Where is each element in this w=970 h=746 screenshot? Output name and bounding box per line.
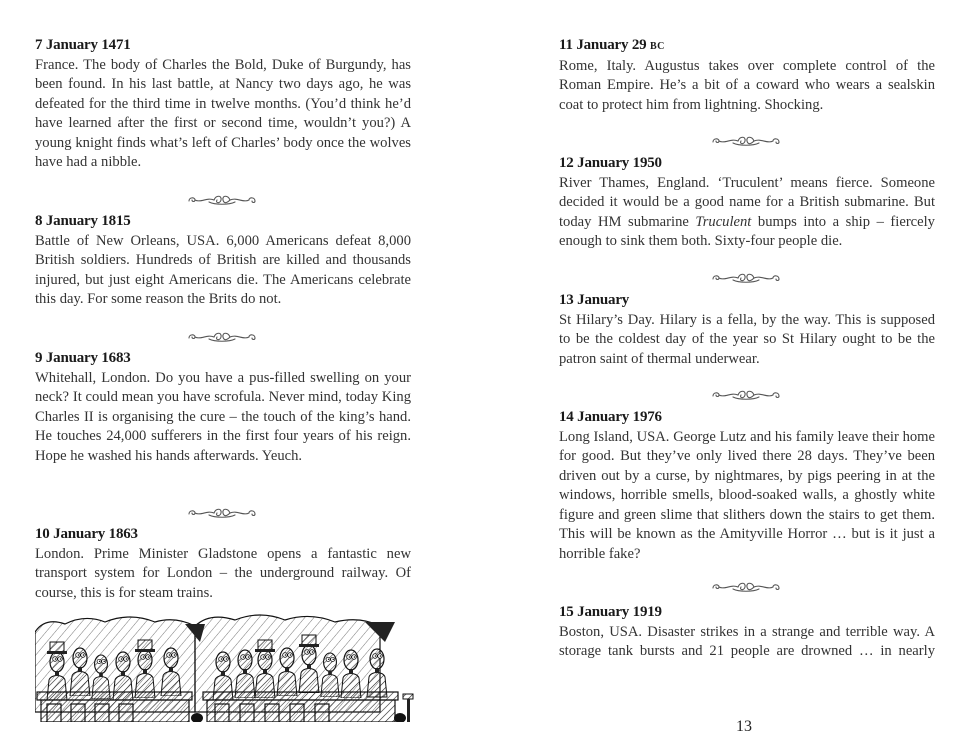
entry-13-january xyxy=(559,291,935,369)
entry-date: 12 January 1950 xyxy=(559,155,662,171)
entry-text: Long Island, USA. George Lutz and his family leave their home for good. But they’ve only lived there 28 days. They’ve been driven out by a curse, by nightmares, by pigs peering in at the windows, horrible smells, blood-soaked walls, a ghostly white figure and green slime that slithers down the stairs to get them. This will be known as the Amityville Horror … but is it just a horrible fake? xyxy=(559,428,935,562)
entry-date: 15 January 1919 xyxy=(559,604,662,620)
entry-text-part: bumps into a ship – fiercely enough to sink them both. Sixty-four people die. xyxy=(559,213,935,249)
entry-text: Rome, Italy. Augustus takes over complete control of the Roman Empire. He’s a bit of a coward who wears a sealskin coat to protect him from lightning. Shocking. xyxy=(559,57,935,113)
entry-date: 9 January 1683 xyxy=(35,350,131,366)
entry-7-january xyxy=(35,36,411,173)
left-page xyxy=(35,0,411,746)
entry-text xyxy=(559,174,935,252)
right-page xyxy=(559,0,935,746)
entry-date: 8 January 1815 xyxy=(35,213,131,229)
entry-date-era: BC xyxy=(649,41,665,52)
scroll-ornament-icon xyxy=(711,271,781,285)
submarine-name: Truculent xyxy=(695,213,752,230)
entry-12-january xyxy=(559,154,935,252)
entry-date: 14 January 1976 xyxy=(559,409,662,425)
entry-text: Boston, USA. Disaster strikes in a strange and terrible way. A storage tank bursts and 21 people are drowned … in nearly xyxy=(559,623,935,659)
entry-15-january xyxy=(559,603,935,662)
scroll-ornament-icon xyxy=(711,580,781,594)
entry-date xyxy=(559,36,935,57)
scroll-ornament-icon xyxy=(187,506,257,520)
entry-date: 13 January xyxy=(559,292,630,308)
page-number: 13 xyxy=(736,718,752,735)
entry-text: St Hilary’s Day. Hilary is a fella, by the way. This is supposed to be the coldest day of the year so St Hilary ought to be the patron saint of thermal underwear. xyxy=(559,311,935,367)
scroll-ornament-icon xyxy=(711,134,781,148)
scroll-ornament-icon xyxy=(711,388,781,402)
underground-railway-passengers-illustration xyxy=(35,612,415,722)
entry-text: London. Prime Minister Gladstone opens a fantastic new transport system for London – the underground railway. Of course, this is for steam trains. xyxy=(35,545,411,601)
entry-date: 10 January 1863 xyxy=(35,526,138,542)
scroll-ornament-icon xyxy=(187,193,257,207)
entry-text: Whitehall, London. Do you have a pus-filled swelling on your neck? It could mean you have scrofula. Never mind, today King Charles II is organising the cure – the touch of the king’s hand. He touches 24,000 sufferers in the first four years of his reign. Hope he washed his hands afterwards. Yeuch. xyxy=(35,369,411,464)
entry-date-text: 11 January 29 xyxy=(559,37,647,53)
entry-10-january xyxy=(35,525,411,603)
entry-date: 7 January 1471 xyxy=(35,37,131,53)
entry-text: France. The body of Charles the Bold, Duke of Burgundy, has been found. In his last battle, at Nancy two days ago, he was defeated for the third time in twelve months. (You’d think he’d have learned after the first or second time, wouldn’t you?) A young knight finds what’s left of Charles’ body once the wolves have had a nibble. xyxy=(35,56,411,170)
entry-text: Battle of New Orleans, USA. 6,000 Americans defeat 8,000 British soldiers. Hundreds of British are killed and thousands injured, but just eight Americans die. The Americans celebrate this day. For some reason the Brits do not. xyxy=(35,232,411,307)
entry-14-january xyxy=(559,408,935,564)
entry-text-part: River Thames, England. ‘Truculent’ means fierce. Someone decided it would be a good name for a British submarine. But today HM submarine xyxy=(559,174,935,230)
entry-11-january xyxy=(559,36,935,115)
scroll-ornament-icon xyxy=(187,330,257,344)
entry-9-january xyxy=(35,349,411,466)
entry-8-january xyxy=(35,212,411,310)
